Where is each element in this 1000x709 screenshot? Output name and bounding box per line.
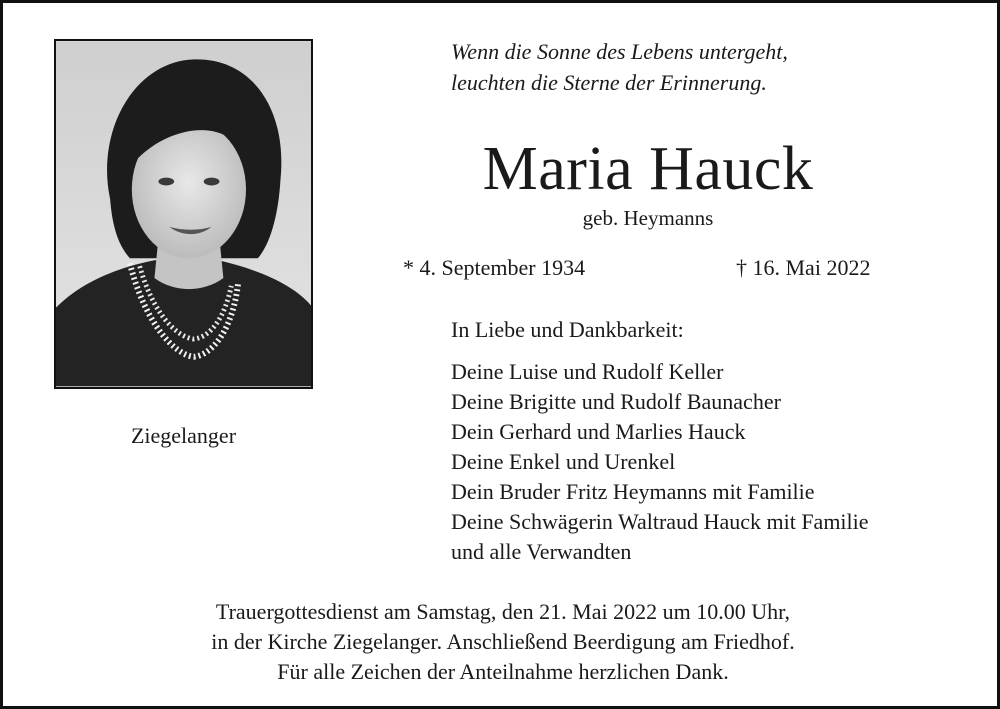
quote-line: Wenn die Sonne des Lebens untergeht, (451, 39, 788, 64)
service-details (43, 597, 963, 687)
service-line: Trauergottesdienst am Samstag, den 21. Mai 2022 um 10.00 Uhr, (215, 599, 791, 624)
memorial-quote (451, 36, 788, 98)
birth-date: * 4. September 1934 (403, 255, 586, 280)
quote-line: leuchten die Sterne der Erinnerung. (451, 70, 767, 95)
mourner-line: Deine Brigitte und Rudolf Baunacher (451, 389, 781, 414)
service-line: Für alle Zeichen der Anteilnahme herzlichen Dank. (277, 659, 729, 684)
service-line: in der Kirche Ziegelanger. Anschließend Beerdigung am Friedhof. (211, 629, 795, 654)
portrait-image (56, 41, 311, 387)
mourning-intro: In Liebe und Dankbarkeit: (451, 317, 684, 342)
mourners-list (451, 357, 869, 567)
place-of-residence: Ziegelanger (130, 423, 237, 448)
mourner-line: und alle Verwandten (451, 539, 632, 564)
deceased-name: Maria Hauck (482, 135, 814, 203)
mourner-line: Deine Luise und Rudolf Keller (451, 359, 724, 384)
birth-name: geb. Heymanns (582, 206, 714, 230)
portrait-photo (54, 39, 313, 389)
mourner-line: Deine Schwägerin Waltraud Hauck mit Familie (451, 509, 869, 534)
mourner-line: Dein Bruder Fritz Heymanns mit Familie (451, 479, 815, 504)
death-date: † 16. Mai 2022 (736, 255, 871, 280)
mourner-line: Deine Enkel und Urenkel (451, 449, 676, 474)
mourner-line: Dein Gerhard und Marlies Hauck (451, 419, 746, 444)
